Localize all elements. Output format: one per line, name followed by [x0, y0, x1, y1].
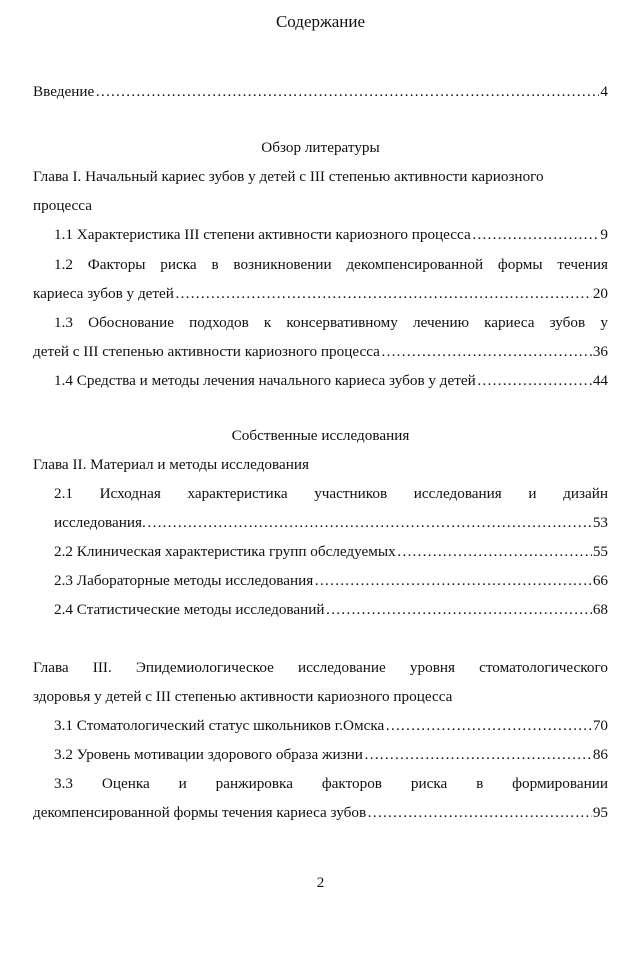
toc-leader-dots [472, 225, 600, 245]
chapter-2-title: Глава II. Материал и методы исследования [33, 456, 309, 473]
toc-entry-label: 2.4 Статистические методы исследований [54, 601, 325, 618]
toc-word: формировании [512, 775, 608, 792]
toc-word: Исходная [99, 485, 161, 502]
toc-page-number: 9 [600, 226, 608, 243]
chapter-1-title-line1: Глава I. Начальный кариес зубов у детей с III степенью активности кариозного [33, 168, 544, 185]
page-number: 2 [316, 874, 325, 891]
toc-page-number: 53 [592, 514, 608, 531]
toc-word: и [528, 485, 537, 502]
toc-entry-label: 3.2 Уровень мотивации здорового образа жизни [54, 746, 363, 763]
toc-word: факторов [321, 775, 382, 792]
toc-word: в [476, 775, 484, 792]
toc-page-number: 55 [592, 543, 608, 560]
toc-leader-dots [364, 745, 592, 765]
toc-word: кариеса [484, 314, 535, 331]
toc-entry-label: 2.3 Лабораторные методы исследования [54, 572, 314, 589]
toc-entry-3-1[interactable] [54, 716, 608, 736]
toc-entry-1-3-line1[interactable] [54, 313, 608, 333]
toc-entry-2-4[interactable] [54, 600, 608, 620]
toc-word: ранжировка [215, 775, 293, 792]
toc-page-number: 20 [592, 285, 608, 302]
toc-leader-dots [381, 342, 592, 362]
toc-entry-label: 1.1 Характеристика III степени активности кариозного процесса [54, 226, 471, 243]
toc-word: характеристика [187, 485, 288, 502]
toc-leader-dots [95, 82, 599, 102]
toc-leader-dots [397, 542, 592, 562]
chapter-word: III. [92, 659, 112, 676]
toc-word: риска [410, 775, 448, 792]
toc-entry-1-2-line1[interactable] [54, 255, 608, 275]
toc-entry-2-1-line2[interactable] [54, 513, 608, 533]
toc-word: зубов [549, 314, 586, 331]
toc-word: исследования [413, 485, 502, 502]
toc-page-number: 95 [592, 804, 608, 821]
chapter-1-title-line2: процесса [33, 197, 92, 214]
toc-word: возникновении [233, 256, 332, 273]
toc-word: 2.1 [54, 485, 73, 502]
toc-word: Факторы [87, 256, 146, 273]
toc-page-number: 4 [600, 83, 608, 100]
toc-entry-1-1[interactable] [54, 225, 608, 245]
toc-word: риска [160, 256, 197, 273]
chapter-3-title-line1 [33, 658, 608, 678]
toc-word: подходов [189, 314, 249, 331]
toc-leader-dots [477, 371, 592, 391]
toc-word: формы [497, 256, 543, 273]
toc-word: декомпенсированной [346, 256, 484, 273]
toc-entry-label: кариеса зубов у детей [33, 285, 174, 302]
toc-entry-3-2[interactable] [54, 745, 608, 765]
toc-word: 1.2 [54, 256, 73, 273]
toc-leader-dots [175, 284, 592, 304]
toc-page-number: 66 [592, 572, 608, 589]
chapter-3-title-line2: здоровья у детей с III степенью активности кариозного процесса [33, 688, 453, 705]
toc-word: у [600, 314, 608, 331]
toc-entry-label: 1.4 Средства и методы лечения начального кариеса зубов у детей [54, 372, 476, 389]
toc-entry-label: детей с III степенью активности кариозного процесса [33, 343, 380, 360]
page-title: Содержание [275, 12, 366, 31]
chapter-word: Эпидемиологическое [135, 659, 274, 676]
toc-word: к [263, 314, 272, 331]
toc-word: дизайн [563, 485, 608, 502]
toc-entry-1-3-line2[interactable] [33, 342, 608, 362]
toc-entry-3-3-line2[interactable] [33, 803, 608, 823]
toc-leader-dots [367, 803, 592, 823]
toc-word: течения [557, 256, 608, 273]
toc-entry-2-1-line1[interactable] [54, 484, 608, 504]
toc-entry-label: исследования. [54, 514, 146, 531]
toc-entry-1-2-line2[interactable] [33, 284, 608, 304]
toc-leader-dots [314, 571, 592, 591]
toc-word: 3.3 [54, 775, 73, 792]
toc-word: 1.3 [54, 314, 73, 331]
toc-leader-dots [147, 513, 592, 533]
chapter-word: уровня [409, 659, 455, 676]
chapter-word: стоматологического [479, 659, 608, 676]
toc-page-number: 68 [592, 601, 608, 618]
toc-entry-2-3[interactable] [54, 571, 608, 591]
toc-entry-3-3-line1[interactable] [54, 774, 608, 794]
toc-word: Оценка [101, 775, 150, 792]
toc-page-number: 70 [592, 717, 608, 734]
chapter-word: Глава [33, 659, 69, 676]
toc-page-number: 36 [592, 343, 608, 360]
toc-entry-intro[interactable] [33, 82, 608, 102]
toc-entry-label: Введение [33, 83, 95, 100]
chapter-word: исследование [298, 659, 386, 676]
toc-word: Обоснование [88, 314, 174, 331]
toc-word: участников [314, 485, 388, 502]
toc-entry-label: 2.2 Клиническая характеристика групп обследуемых [54, 543, 396, 560]
toc-word: и [178, 775, 187, 792]
toc-page-number: 86 [592, 746, 608, 763]
toc-entry-label: декомпенсированной формы течения кариеса зубов [33, 804, 367, 821]
section-heading-literature: Обзор литературы [261, 139, 380, 156]
section-heading-own-research: Собственные исследования [231, 427, 410, 444]
toc-word: консервативному [286, 314, 398, 331]
toc-page-number: 44 [592, 372, 608, 389]
toc-entry-1-4[interactable] [54, 371, 608, 391]
toc-leader-dots [385, 716, 592, 736]
toc-entry-2-2[interactable] [54, 542, 608, 562]
toc-entry-label: 3.1 Стоматологический статус школьников г.Омска [54, 717, 385, 734]
toc-leader-dots [326, 600, 592, 620]
toc-word: в [211, 256, 219, 273]
toc-word: лечению [413, 314, 469, 331]
